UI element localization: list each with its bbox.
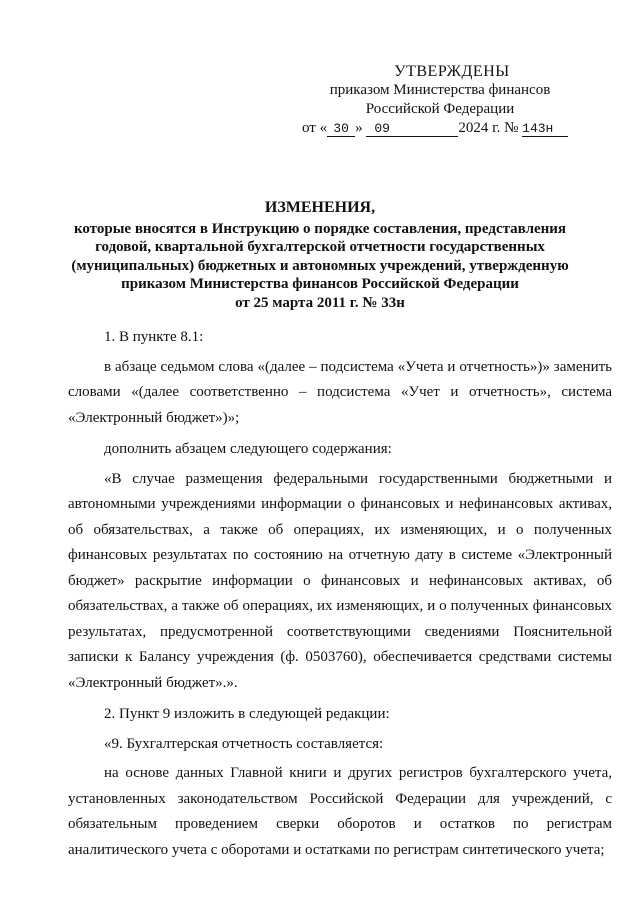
title-line-1: которые вносятся в Инструкцию о порядке составления, представления xyxy=(73,220,567,237)
paragraph: в абзаце седьмом слова «(далее – подсистема «Учета и отчетность»)» заменить словами «(далее соответственно – подсистема «Учет и отчетность», система «Электронный бюджет»)»; xyxy=(68,358,612,426)
approval-heading: УТВЕРЖДЕНЫ xyxy=(394,63,510,80)
date-day: 30 xyxy=(327,121,355,137)
approval-block xyxy=(290,62,590,138)
approval-line-2: Российской Федерации xyxy=(365,101,515,117)
approval-line-1: приказом Министерства финансов xyxy=(329,82,551,98)
title-line-2: годовой, квартальной бухгалтерской отчетности государственных xyxy=(95,239,545,255)
paragraph: на основе данных Главной книги и других регистров бухгалтерского учета, установленных законодательством Российской Федерации для учреждений, с обязательным проведением сверки оборотов и остатков по регистрам аналитического учета с оборотами и остатками по регистрам синтетического учета; xyxy=(68,765,612,858)
approval-date-line xyxy=(302,119,590,138)
paragraph: 1. В пункте 8.1: xyxy=(104,329,204,345)
document-body xyxy=(68,325,612,869)
paragraph: «9. Бухгалтерская отчетность составляется: xyxy=(104,735,384,752)
date-year-text: 2024 г. № xyxy=(458,120,519,136)
paragraph: 2. Пункт 9 изложить в следующей редакции: xyxy=(104,706,390,722)
paragraph: «В случае размещения федеральными государственными бюджетными и автономными учреждениями информации о финансовых и нефинансовых активах, об обязательствах, а также об операциях, их изменяющих, и о полученных финансовых результатах по состоянию на отчетную дату в системе «Электронный бюджет» раскрытие информации о финансовых и нефинансовых активах, об обязательствах, а также об операциях, их изменяющих, и о полученных финансовых результатах, предусмотренной соответствующими сведениями Пояснительной записки к Балансу учреждения (ф. 0503760), обеспечивается средствами системы «Электронный бюджет».». xyxy=(68,470,612,691)
date-month: 09 xyxy=(366,121,458,137)
date-prefix: от « xyxy=(302,120,328,136)
title-heading: ИЗМЕНЕНИЯ, xyxy=(264,199,376,216)
title-line-5: от 25 марта 2011 г. № 33н xyxy=(235,294,405,311)
order-number: 143н xyxy=(522,121,568,137)
title-line-4: приказом Министерства финансов Российской Федерации xyxy=(121,276,519,292)
title-line-3: (муниципальных) бюджетных и автономных учреждений, утвержденную xyxy=(71,257,569,274)
document-title xyxy=(60,199,580,312)
paragraph: дополнить абзацем следующего содержания: xyxy=(104,441,392,457)
date-day-close: » xyxy=(355,120,363,136)
